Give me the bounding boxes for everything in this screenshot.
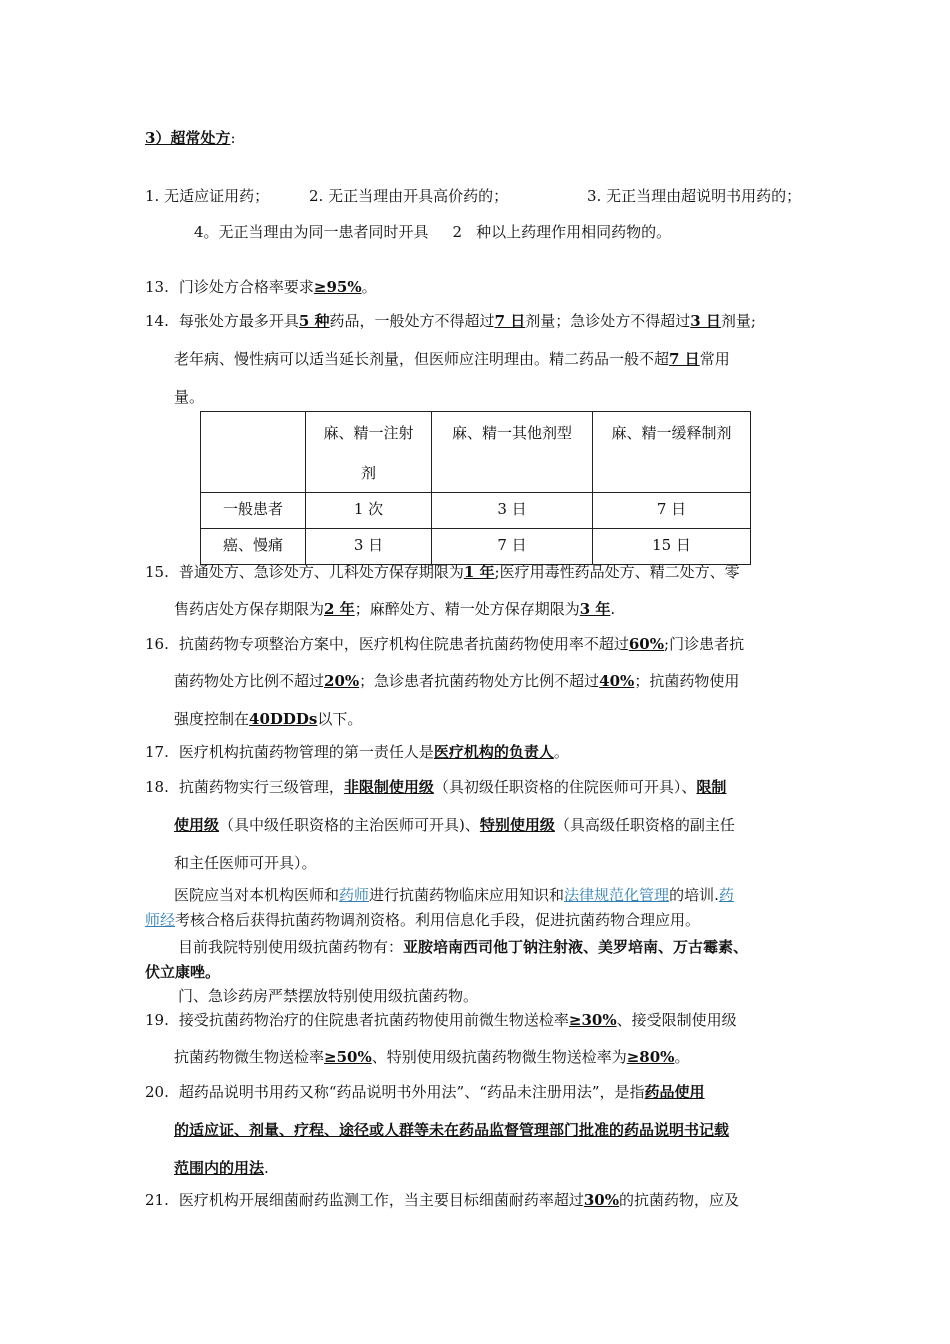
text: 药品，一般处方不得超过 [329,312,495,330]
text: ；抗菌药物使用 [634,672,740,690]
text: （具中级任职资格的主治医师可开具)、 [219,816,480,834]
emphasis: 40% [599,672,635,690]
pharmacist-exam-link[interactable]: 药 [718,886,734,904]
storage-rule: 门、急诊药房严禁摆放特别使用级抗菌药物。 [178,987,479,1005]
text: ;医疗用毒性药品处方、精二处方、零 [494,563,740,581]
training-paragraph-line-2 [145,909,700,930]
item-4 [194,221,671,242]
text: 、特别使用级抗菌药物微生物送检率为 [371,1048,627,1066]
cell-text: 剂 [360,464,376,482]
list-num: 16. [145,635,169,653]
emphasis: 特别使用级 [479,816,555,834]
text: 以下。 [317,710,363,728]
pharmacist-link[interactable]: 药师 [339,886,370,904]
text: 的抗菌药物，应及 [619,1191,740,1209]
list-item-15-line-1 [145,561,740,582]
emphasis: ≥80% [626,1048,675,1066]
table-cell: 1 次 [306,493,432,529]
text: 。 [553,743,569,761]
emphasis: 范围内的用法 [174,1159,265,1177]
list-item-18-line-3: 和主任医师可开具）。 [174,854,317,872]
table-cell: 癌、慢痛 [201,529,306,565]
text: 目前我院特别使用级抗菌药物有： [178,938,404,956]
section-heading-colon: : [230,129,236,147]
emphasis: 60% [628,635,665,653]
emphasis: 2 年 [324,600,355,618]
list-item-19-line-2 [174,1046,689,1067]
emphasis: 3 日 [690,312,721,330]
text: 抗菌药物微生物送检率 [174,1048,325,1066]
emphasis: 使用级 [174,816,220,834]
text: 普通处方、急诊处方、儿科处方保存期限为 [178,563,464,581]
text: 剂量；急诊处方不得超过 [525,312,691,330]
list-item-18-line-2 [174,814,735,835]
text: （具高级任职资格的副主任 [554,816,735,834]
table-header-cell [432,412,593,493]
list-item-14-line-2 [174,348,730,369]
text: 强度控制在 [174,710,250,728]
text: 剂量; [720,312,756,330]
emphasis: 5 种 [298,312,330,330]
list-item-14-line-3: 量。 [174,388,205,406]
list-num: 15. [145,563,169,581]
emphasis: 药品使用 [644,1083,705,1101]
pharmacist-exam-link-cont[interactable]: 师经 [145,911,176,929]
table-cell: 3 日 [432,493,593,529]
text: 常用 [699,350,730,368]
special-drugs-line-1 [178,936,748,957]
item-4-number: 2 [452,223,463,241]
list-item-20-line-3 [174,1157,269,1178]
list-item-14-line-1 [145,310,756,331]
special-drugs-line-2: 伏立康唑。 [145,963,221,981]
list-num: 20. [145,1083,169,1101]
list-num: 21. [145,1191,169,1209]
text: ；急诊患者抗菌药物处方比例不超过 [359,672,600,690]
table-row [201,529,751,565]
table-cell: 3 日 [306,529,432,565]
list-item-16-line-3 [174,708,362,729]
regulation-link[interactable]: 法律规范化管理 [564,886,670,904]
table-cell: 7 日 [593,493,751,529]
text: 老年病、慢性病可以适当延长剂量，但医师应注明理由。精二药品一般不超 [174,350,670,368]
table-cell: 15 日 [593,529,751,565]
list-item-20-line-2: 的适应证、剂量、疗程、途径或人群等未在药品监督管理部门批准的药品说明书记载 [174,1121,730,1139]
emphasis: 40DDDs [249,710,318,728]
text: 抗菌药物专项整治方案中，医疗机构住院患者抗菌药物使用率不超过 [178,635,629,653]
item-4-text-a: 4。无正当理由为同一患者同时开具 [194,223,429,241]
training-paragraph-line-1 [174,884,734,905]
emphasis: 7 日 [494,312,526,330]
list-item-20-line-1 [145,1081,705,1102]
table-header-cell [593,412,751,493]
text: ；麻醉处方、精一处方保存期限为 [354,600,580,618]
text: 考核合格后获得抗菌药物调剂资格。利用信息化手段，促进抗菌药物合理应用。 [175,911,701,929]
list-item-16-line-2 [174,670,739,691]
text: ;门诊患者抗 [664,635,745,653]
section-heading [145,127,236,148]
text: 进行抗菌药物临床应用知识和 [369,886,565,904]
text: . [610,600,616,618]
list-item-21 [145,1189,739,1210]
item-4-text-b: 种以上药理作用相同药物的。 [476,223,672,241]
table-header-row [201,412,751,493]
text: 超药品说明书用药又称“药品说明书外用法”、“药品未注册用法”，是指 [178,1083,645,1101]
list-item-15-line-2 [174,598,615,619]
text: 售药店处方保存期限为 [174,600,325,618]
emphasis: 7 日 [669,350,700,368]
section-heading-title: 3）超常处方 [145,129,231,147]
emphasis: 1 年 [463,563,495,581]
table-row [201,493,751,529]
emphasis: 限制 [696,778,727,796]
emphasis: ≥50% [324,1048,372,1066]
emphasis: 非限制使用级 [343,778,434,796]
emphasis: ≥30% [568,1011,617,1029]
list-num: 19. [145,1011,169,1029]
emphasis: 3 年 [579,600,611,618]
text: 。 [674,1048,690,1066]
emphasis: 医疗机构的负责人 [433,743,554,761]
table-header-cell [201,412,306,493]
cell-text [201,412,305,414]
list-item-18-line-1 [145,776,726,797]
table-header-cell [306,412,432,493]
emphasis: ≥95% [313,278,362,296]
text: 、接受限制使用级 [616,1011,737,1029]
text: 医疗机构开展细菌耐药监测工作，当主要目标细菌耐药率超过 [178,1191,584,1209]
item-1: 1. 无适应证用药； [145,187,270,205]
list-num: 13. [145,278,169,296]
text: 医疗机构抗菌药物管理的第一责任人是 [178,743,434,761]
emphasis: 30% [583,1191,620,1209]
list-item-19-line-1 [145,1009,737,1030]
text: 门诊处方合格率要求 [178,278,314,296]
table-cell: 7 日 [432,529,593,565]
list-item-17 [145,741,569,762]
table-cell: 一般患者 [201,493,306,529]
cell-text: 麻、精一缓释制剂 [611,424,732,442]
text: 抗菌药物实行三级管理， [178,778,344,796]
list-num: 17. [145,743,169,761]
text: 的培训. [669,886,719,904]
text: 每张处方最多开具 [178,312,299,330]
list-num: 14. [145,312,169,330]
list-item-16-line-1 [145,633,744,654]
bold-text: 亚胺培南西司他丁钠注射液、美罗培南、万古霉素、 [403,938,749,956]
dosage-limit-table [200,411,751,565]
text: 。 [361,278,377,296]
text: （具初级任职资格的住院医师可开具）、 [433,778,697,796]
text: 接受抗菌药物治疗的住院患者抗菌药物使用前微生物送检率 [178,1011,569,1029]
cell-text: 麻、精一注射 [323,424,414,442]
item-2: 2. 无正当理由开具高价药的； [309,187,509,205]
item-3: 3. 无正当理由超说明书用药的； [587,187,802,205]
text: . [264,1159,269,1177]
list-item-13 [145,276,377,297]
text: 菌药物处方比例不超过 [174,672,325,690]
text: 医院应当对本机构医师和 [174,886,340,904]
emphasis: 20% [324,672,360,690]
list-num: 18. [145,778,169,796]
cell-text: 麻、精一其他剂型 [451,424,572,442]
